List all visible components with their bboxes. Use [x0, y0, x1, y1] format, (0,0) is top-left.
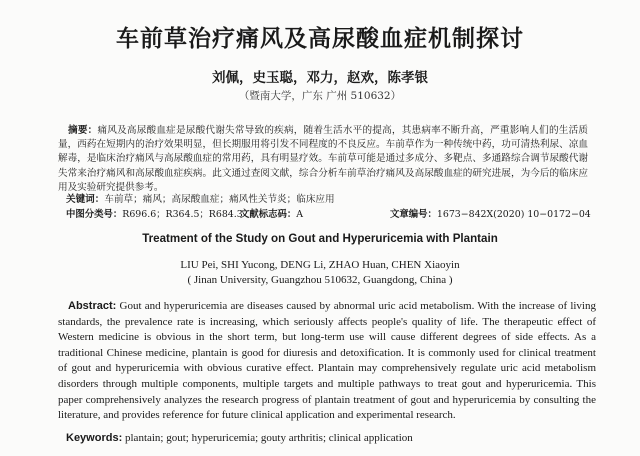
doc-code-label: 文献标志码：: [240, 209, 297, 220]
abstract-en-label: Abstract:: [68, 300, 117, 312]
keywords-zh-label: 关键词：: [66, 194, 105, 205]
article-title-en: Treatment of the Study on Gout and Hyperuricemia with Plantain: [142, 232, 498, 245]
doc-code-value: A: [296, 209, 304, 220]
affiliation-zh: （暨南大学，广东 广州 510632）: [238, 90, 402, 102]
abstract-zh-text: 痛风及高尿酸血症是尿酸代谢失常导致的疾病，随着生活水平的提高，其患病率不断升高，严重影响人们的生活质量，西药在短期内的治疗效果明显，但长期服用将引发不同程度的不良反应。车前草作为一种传统中药，功可清热利尿、凉血解毒，是临床治疗痛风与高尿酸血症的常用药，具有明显疗效。车前草可能是通过多成分、多靶点、多通路综合调节尿酸代谢失常来治疗痛风和高尿酸血症疾病。此文通过查阅文献，综合分析车前草治疗痛风及高尿酸血症的研究进展，为今后的临床应用及实验研究提供参考。: [58, 125, 589, 193]
classification-meta: [66, 206, 606, 220]
abstract-en-text: Gout and hyperuricemia are diseases caused by abnormal uric acid metabolism. With the increase of living standards, the prevalence rate is increasing, which seriously affects people's quality of life. The therapeutic effect of Western medicine is obvious in the short term, but long-term use will cause different degrees of side effects. As a traditional Chinese medicine, plantain is good for diuresis and detoxification. It is commonly used for clinical treatment of gout and hyperuricemia with obvious curative effect. Plantain may comprehensively regulate uric acid metabolism disorders through multiple components, multiple targets and multiple pathways to treat gout and hyperuricemia. This paper comprehensively analyzes the research progress of plantain treatment of gout and hyperuricemia by consulting the literature, and provides reference for future clinical application and experimental research.: [58, 300, 596, 422]
article-no-label: 文章编号：: [390, 209, 437, 220]
page-top-edge: [0, 0, 640, 6]
doc-code-field: [240, 206, 390, 220]
keywords-en-label: Keywords:: [66, 432, 123, 444]
keywords-en: [66, 432, 596, 444]
article-title-zh: 车前草治疗痛风及高尿酸血症机制探讨: [116, 25, 524, 52]
keywords-zh: [66, 191, 586, 205]
abstract-zh: [58, 124, 588, 195]
abstract-en: [58, 299, 596, 424]
clc-field: [66, 206, 243, 220]
keywords-en-text: plantain; gout; hyperuricemia; gouty arthritis; clinical application: [125, 432, 413, 444]
abstract-zh-label: 摘要：: [68, 125, 98, 136]
keywords-zh-text: 车前草；痛风；高尿酸血症；痛风性关节炎；临床应用: [104, 194, 335, 205]
clc-label: 中图分类号：: [66, 209, 123, 220]
author-list-zh: 刘佩，史玉聪，邓力，赵欢，陈孝银: [212, 70, 428, 86]
article-no-value: 1673−842X(2020) 10−0172−04: [436, 209, 591, 220]
clc-value: R696.6；R364.5；R684.3: [122, 209, 243, 220]
affiliation-en: ( Jinan University, Guangzhou 510632, Guangdong, China ): [187, 274, 453, 286]
author-list-en: LIU Pei, SHI Yucong, DENG Li, ZHAO Huan, CHEN Xiaoyin: [180, 259, 460, 271]
article-no-field: [390, 206, 591, 220]
